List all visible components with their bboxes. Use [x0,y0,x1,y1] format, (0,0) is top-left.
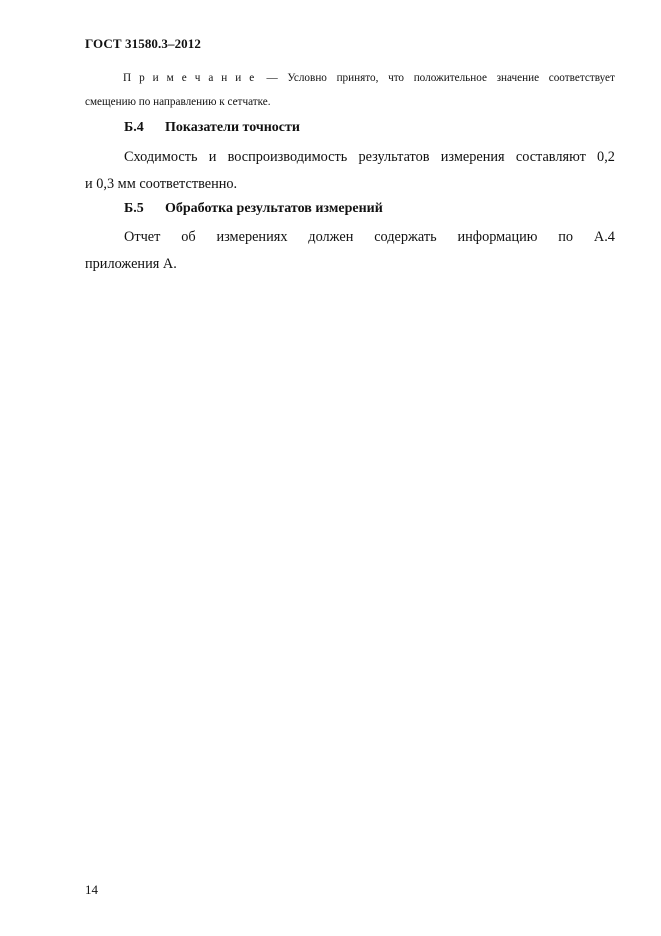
section-title: Обработка результатов измерений [165,201,383,216]
paragraph-line-1 [85,144,615,171]
paragraph-word: воспроизводимость [227,149,348,165]
note-block [85,66,615,114]
paragraph-word: должен [308,229,354,245]
paragraph-word: А.4 [593,229,615,245]
paragraph-word: Сходимость [124,149,198,165]
paragraph-word: и [208,149,217,165]
section-number: Б.4 [124,120,144,135]
paragraph-word: результатов [358,149,430,165]
paragraph-word: составляют [515,149,586,165]
paragraph-word: по [558,229,574,245]
note-line-1 [85,66,615,90]
note-word: соответствует [548,72,615,84]
section-heading-b4 [124,120,300,136]
note-label: П р и м е ч а н и е [123,72,257,84]
note-word: положительное [413,72,487,84]
paragraph-word: информацию [457,229,538,245]
paragraph-word: измерениях [216,229,288,245]
note-word: что [388,72,405,84]
paragraph-line-1 [85,224,615,251]
paragraph-line-2: и 0,3 мм соответственно. [85,176,238,192]
paragraph-b5 [85,224,615,278]
paragraph-b4 [85,144,615,198]
section-heading-b5 [124,201,383,217]
paragraph-line-2: приложения А. [85,256,177,272]
section-number: Б.5 [124,201,144,216]
note-word: принято, [336,72,379,84]
paragraph-word: 0,2 [597,149,615,165]
note-word: — [266,72,278,84]
paragraph-word: содержать [374,229,437,245]
note-word: Условно [287,72,327,84]
paragraph-word: Отчет [124,229,161,245]
paragraph-word: об [181,229,196,245]
page-number: 14 [85,882,98,897]
document-header: ГОСТ 31580.3–2012 [85,36,201,51]
paragraph-word: измерения [440,149,505,165]
note-word: значение [496,72,540,84]
note-line-2: смещению по направлению к сетчатке. [85,96,271,108]
section-title: Показатели точности [165,120,300,135]
